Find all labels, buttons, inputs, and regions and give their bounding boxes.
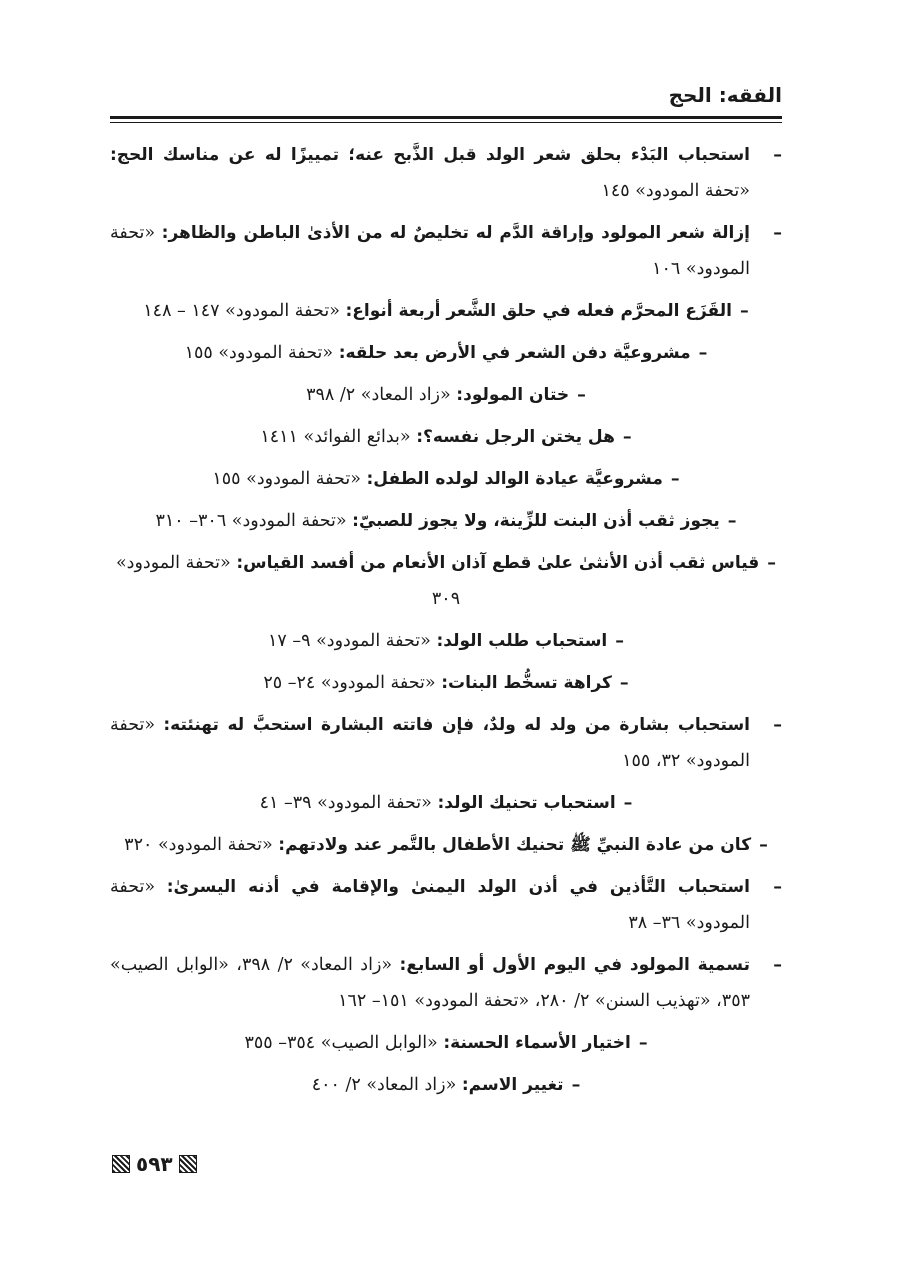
entry-dash: – (698, 343, 708, 363)
entry-reference: «الوابل الصيب» ٣٥٤– ٣٥٥ (244, 1033, 438, 1053)
entry-dash: – (759, 835, 768, 855)
entry-dash: – (638, 1033, 648, 1053)
index-entry (110, 335, 782, 371)
entry-dash: – (773, 223, 782, 243)
index-entry (110, 665, 782, 701)
entry-topic: إزالة شعر المولود وإراقة الدَّم له تخليصٌ له من الأذىٰ الباطن والظاهر: (161, 223, 750, 243)
entry-topic: تغيير الاسم: (461, 1075, 564, 1095)
entry-topic: اختيار الأسماء الحسنة: (443, 1033, 631, 1053)
entry-dash: – (577, 385, 586, 405)
entry-dash: – (670, 469, 680, 489)
entry-reference: «تحفة المودود» ١٠٦ (110, 223, 750, 279)
entry-reference: «زاد المعاد» ٢/ ٣٩٨، «الوابل الصيب» ٣٥٣، «تهذيب السنن» ٢/ ٢٨٠، «تحفة المودود» ١٥١– ١٦٢ (110, 955, 750, 1011)
entry-dash: – (727, 511, 737, 531)
entry-reference: «تحفة المودود» ١٤٧ – ١٤٨ (143, 301, 340, 321)
index-entry (110, 1067, 782, 1103)
index-entry (110, 707, 782, 779)
entry-dash: – (773, 877, 782, 897)
index-entry (110, 1025, 782, 1061)
index-entry (110, 869, 782, 941)
entry-topic: هل يختن الرجل نفسه؟: (416, 427, 615, 447)
entry-reference: «تحفة المودود» ١٥٥ (212, 469, 361, 489)
entry-topic: ختان المولود: (456, 385, 570, 405)
entry-topic: مشروعيَّة عيادة الوالد لولده الطفل: (366, 469, 663, 489)
entry-topic: قياس ثقب أذن الأنثىٰ علىٰ قطع آذان الأنعام من أفسد القياس: (236, 553, 760, 573)
index-entry (110, 545, 782, 617)
entry-dash: – (571, 1075, 581, 1095)
entry-dash: – (773, 955, 782, 975)
entry-reference: «تحفة المودود» ٣٠٩ (115, 553, 461, 609)
index-entry (110, 947, 782, 1019)
entry-topic: كان من عادة النبيِّ ﷺ تحنيك الأطفال بالتَّمر عند ولادتهم: (278, 835, 752, 855)
entry-reference: «زاد المعاد» ٢/ ٤٠٠ (311, 1075, 457, 1095)
page-number: ٥٩٣ (136, 1152, 173, 1176)
entry-reference: «تحفة المودود» ١٥٥ (184, 343, 334, 363)
entry-topic: استحباب تحنيك الولد: (437, 793, 616, 813)
index-entry (110, 215, 782, 287)
page-body (110, 80, 782, 1109)
entry-dash: – (773, 145, 782, 165)
index-entry (110, 461, 782, 497)
index-entry (110, 137, 782, 209)
ornament-icon (179, 1155, 197, 1173)
index-entries (110, 137, 782, 1103)
entry-topic: استحباب بشارة من ولد له ولدٌ، فإن فاتته البشارة استحبَّ له تهنئته: (163, 715, 750, 735)
entry-dash: – (619, 673, 629, 693)
entry-topic: استحباب البَدْء بحلق شعر الولد قبل الذَّبح عنه؛ تمييزًا له عن مناسك الحج: (110, 145, 750, 165)
entry-dash: – (739, 301, 749, 321)
entry-reference: «تحفة المودود» ٣٢٠ (124, 835, 273, 855)
entry-dash: – (623, 793, 633, 813)
entry-topic: كراهة تسخُّط البنات: (441, 673, 612, 693)
index-entry (110, 377, 782, 413)
entry-reference: «بدائع الفوائد» ١٤١١ (260, 427, 411, 447)
index-entry (110, 293, 782, 329)
index-entry (110, 827, 782, 863)
entry-dash: – (773, 715, 782, 735)
entry-topic: استحباب التَّأذين في أذن الولد اليمنىٰ والإقامة في أذنه اليسرىٰ: (166, 877, 750, 897)
header-rule-thin (110, 122, 782, 123)
entry-reference: «زاد المعاد» ٢/ ٣٩٨ (306, 385, 451, 405)
entry-topic: تسمية المولود في اليوم الأول أو السابع: (399, 955, 750, 975)
entry-reference: «تحفة المودود» ٣٩– ٤١ (259, 793, 432, 813)
entry-topic: مشروعيَّة دفن الشعر في الأرض بعد حلقه: (338, 343, 691, 363)
entry-dash: – (615, 631, 624, 651)
entry-dash: – (767, 553, 777, 573)
index-entry (110, 419, 782, 455)
entry-reference: «تحفة المودود» ٢٤– ٢٥ (263, 673, 436, 693)
entry-reference: «تحفة المودود» ٣٢، ١٥٥ (110, 715, 750, 771)
index-entry (110, 623, 782, 659)
running-head: الفقه: الحج (668, 83, 782, 107)
entry-reference: «تحفة المودود» ٩– ١٧ (267, 631, 431, 651)
entry-reference: «تحفة المودود» ١٤٥ (601, 181, 750, 201)
entry-topic: القَزَع المحرَّم فعله في حلق الشَّعر أربعة أنواع: (345, 301, 732, 321)
entry-topic: يجوز ثقب أذن البنت للزِّينة، ولا يجوز للصبيّ: (352, 511, 720, 531)
entry-topic: استحباب طلب الولد: (436, 631, 608, 651)
page-footer (112, 1152, 197, 1176)
ornament-icon (112, 1155, 130, 1173)
index-entry (110, 785, 782, 821)
index-entry (110, 503, 782, 539)
entry-dash: – (622, 427, 632, 447)
entry-reference: «تحفة المودود» ٣٠٦– ٣١٠ (155, 511, 347, 531)
entry-reference: «تحفة المودود» ٣٦– ٣٨ (110, 877, 750, 933)
header-rule-thick (110, 116, 782, 119)
